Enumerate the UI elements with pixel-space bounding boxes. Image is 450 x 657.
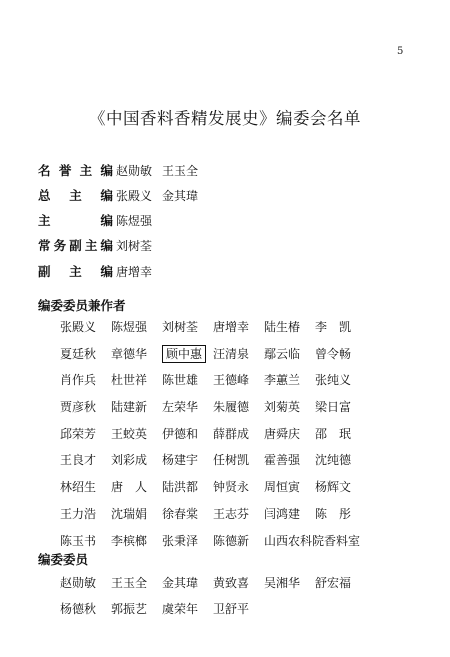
person-name: 左荣华 bbox=[162, 400, 199, 415]
person-name: 金其瑋 bbox=[162, 189, 199, 203]
person-name: 王蛟英 bbox=[111, 426, 148, 441]
person-name: 闫鸿建 bbox=[264, 506, 301, 521]
person-name: 汪清泉 bbox=[213, 346, 250, 361]
person-name: 邱荣芳 bbox=[60, 426, 97, 441]
person-name: 徐春棠 bbox=[162, 506, 199, 521]
person-name: 舒宏福 bbox=[315, 576, 352, 590]
role-row bbox=[38, 210, 162, 232]
person-name: 王玉全 bbox=[111, 576, 148, 590]
person-name: 李槟榔 bbox=[111, 533, 148, 548]
role-label: 名誉主编 bbox=[38, 163, 113, 178]
person-name: 张殿义 bbox=[116, 189, 153, 203]
person-name: 李 凯 bbox=[315, 320, 352, 334]
section-header-committee-members: 编委委员 bbox=[38, 552, 89, 567]
person-name: 虞荣年 bbox=[162, 602, 199, 616]
person-name: 陈世雄 bbox=[162, 373, 199, 388]
person-name: 刘菊英 bbox=[264, 400, 301, 415]
person-name: 陆生椿 bbox=[264, 320, 301, 334]
person-name: 张纯义 bbox=[315, 373, 352, 388]
role-label: 主编 bbox=[38, 213, 113, 228]
person-name: 黄致喜 bbox=[213, 576, 250, 590]
person-name: 周恒寅 bbox=[264, 480, 301, 495]
person-name: 杨德秋 bbox=[60, 602, 97, 616]
person-name: 陈 彤 bbox=[315, 506, 352, 521]
person-name: 金其瑋 bbox=[162, 576, 199, 590]
person-name: 陈德新 bbox=[213, 533, 250, 548]
role-names bbox=[116, 185, 208, 207]
person-name: 霍善强 bbox=[264, 453, 301, 468]
person-name: 杜世祥 bbox=[111, 373, 148, 388]
person-name: 刘树荃 bbox=[116, 239, 153, 253]
person-name: 刘彩成 bbox=[111, 453, 148, 468]
person-name: 肖作兵 bbox=[60, 373, 97, 388]
person-name: 卫舒平 bbox=[213, 602, 250, 616]
role-names bbox=[116, 210, 162, 232]
person-name: 王德峰 bbox=[213, 373, 250, 388]
person-name: 沈瑞娟 bbox=[111, 506, 148, 521]
person-name: 唐舜庆 bbox=[264, 426, 301, 441]
person-name: 陆建新 bbox=[111, 400, 148, 415]
person-name: 王力浩 bbox=[60, 506, 97, 521]
section-header-committee-authors: 编委委员兼作者 bbox=[38, 298, 126, 313]
person-name: 邵 珉 bbox=[315, 426, 352, 441]
committee-authors-list bbox=[60, 314, 366, 554]
role-label: 副主编 bbox=[38, 264, 113, 279]
role-label: 常务副主编 bbox=[38, 238, 113, 253]
person-name: 陈煜强 bbox=[116, 214, 153, 228]
person-name: 章德华 bbox=[111, 346, 148, 361]
role-names bbox=[116, 235, 162, 257]
person-name: 伊德和 bbox=[162, 426, 199, 441]
person-name: 任树凯 bbox=[213, 453, 250, 468]
person-name: 梁日富 bbox=[315, 400, 352, 415]
person-name: 唐 人 bbox=[111, 480, 148, 495]
role-row bbox=[38, 235, 162, 257]
person-name: 张秉泽 bbox=[162, 533, 199, 548]
person-name: 郭振艺 bbox=[111, 602, 148, 616]
person-name: 吴湘华 bbox=[264, 576, 301, 590]
committee-members-list bbox=[60, 570, 366, 622]
role-row bbox=[38, 160, 208, 182]
person-name: 曾令畅 bbox=[315, 346, 352, 361]
person-name: 沈纯德 bbox=[315, 453, 352, 468]
person-name: 杨辉文 bbox=[315, 480, 352, 495]
person-name: 夏廷秋 bbox=[60, 346, 97, 361]
person-name: 鄢云临 bbox=[264, 346, 301, 361]
person-name: 陆洪都 bbox=[162, 480, 199, 495]
role-names bbox=[116, 261, 162, 283]
person-name: 陈煜强 bbox=[111, 320, 148, 334]
person-name: 林绍生 bbox=[60, 480, 97, 495]
person-name: 王玉全 bbox=[162, 164, 199, 178]
person-name: 唐增幸 bbox=[116, 265, 153, 279]
person-name: 朱履德 bbox=[213, 400, 250, 415]
role-label: 总主编 bbox=[38, 188, 113, 203]
person-name: 薛群成 bbox=[213, 426, 250, 441]
person-name: 顾中惠 bbox=[162, 341, 213, 368]
person-name: 赵勋敏 bbox=[116, 164, 153, 178]
person-name: 陈玉书 bbox=[60, 533, 97, 548]
person-name: 山西农科院香料室 bbox=[264, 533, 361, 548]
person-name: 刘树荃 bbox=[162, 320, 199, 334]
person-name: 王良才 bbox=[60, 453, 97, 468]
person-name: 唐增幸 bbox=[213, 320, 250, 334]
person-name: 杨建宇 bbox=[162, 453, 199, 468]
role-row bbox=[38, 261, 162, 283]
person-name: 王志芬 bbox=[213, 506, 250, 521]
person-name: 张殿义 bbox=[60, 320, 97, 334]
role-row bbox=[38, 185, 208, 207]
person-name: 贾彦秋 bbox=[60, 400, 97, 415]
role-names bbox=[116, 160, 208, 182]
person-name: 赵勋敏 bbox=[60, 576, 97, 590]
person-name: 钟贤永 bbox=[213, 480, 250, 495]
document-title: 《中国香料香精发展史》编委会名单 bbox=[89, 109, 361, 128]
page-number: 5 bbox=[397, 46, 404, 57]
person-name: 李蕙兰 bbox=[264, 373, 301, 388]
